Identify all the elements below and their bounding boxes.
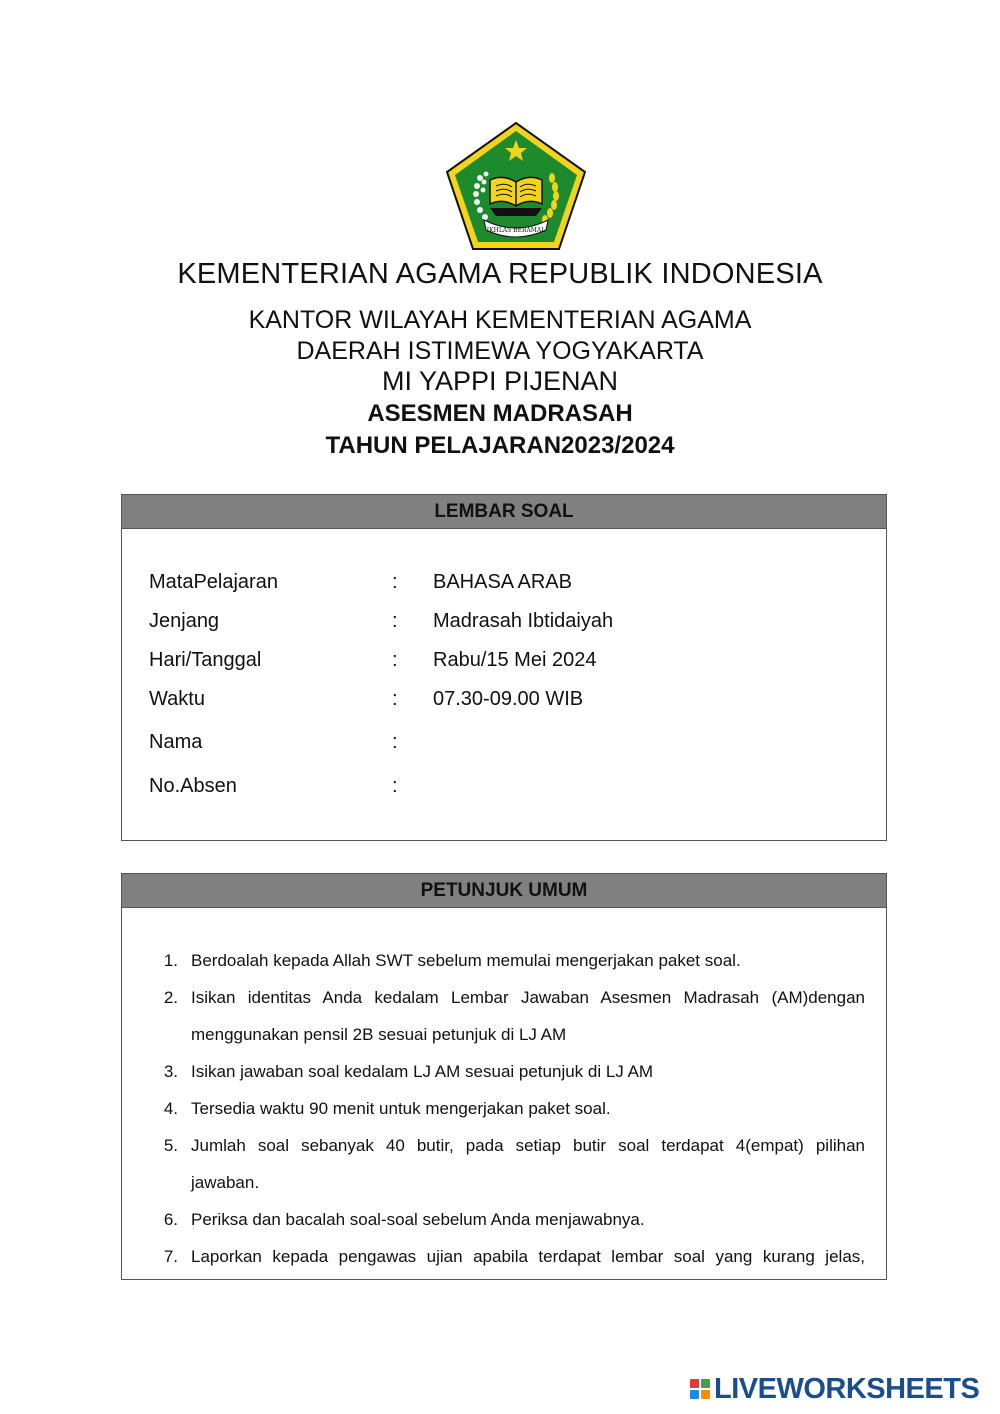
lembar-soal-box [121,494,887,841]
identity-label: Jenjang [149,610,220,632]
identity-colon: : [392,610,398,632]
brand-block [701,1390,710,1399]
identity-label: Hari/Tanggal [149,649,262,671]
identity-label: Nama [149,731,203,753]
instruction-text: Tersedia waktu 90 menit untuk mengerjakan paket soal. [191,1099,611,1118]
instruction-text: Berdoalah kepada Allah SWT sebelum memulai mengerjakan paket soal. [191,951,741,970]
regional-office: KANTOR WILAYAH KEMENTERIAN AGAMA [248,306,752,334]
instruction-text: Isikan identitas Anda kedalam Lembar Jawaban Asesmen Madrasah (AM)dengan [191,988,865,1007]
identity-value: Madrasah Ibtidaiyah [433,610,614,632]
instruction-text-continued: menggunakan pensil 2B sesuai petunjuk di LJ AM [191,1025,567,1044]
instruction-text-continued: jawaban. [191,1173,260,1192]
instruction-text: Jumlah soal sebanyak 40 butir, pada setiap butir soal terdapat 4(empat) pilihan [191,1136,865,1155]
ministry-title: KEMENTERIAN AGAMA REPUBLIK INDONESIA [177,258,823,290]
instruction-number: 4. [163,1099,178,1118]
identity-label: MataPelajaran [149,571,278,593]
petunjuk-umum-title: PETUNJUK UMUM [122,874,886,908]
instruction-number: 1. [163,951,178,970]
identity-colon: : [392,571,398,593]
liveworksheets-brand [690,1372,979,1406]
liveworksheets-wordmark: LIVEWORKSHEETS [714,1372,980,1405]
identity-colon: : [392,688,398,710]
identity-colon: : [392,649,398,671]
identity-colon: : [392,731,398,753]
logo-motto: IKHLAS BERAMAL [486,227,546,234]
kemenag-logo [444,120,588,252]
instruction-number: 3. [163,1062,178,1081]
identity-label: No.Absen [149,775,237,797]
petunjuk-umum-box [121,873,887,1280]
exam-title: ASESMEN MADRASAH [367,400,633,427]
brand-block [690,1390,699,1399]
school-name: MI YAPPI PIJENAN [381,366,619,396]
identity-value: BAHASA ARAB [433,571,572,593]
instruction-number: 6. [163,1210,178,1229]
instruction-number: 5. [163,1136,178,1155]
instruction-text: Periksa dan bacalah soal-soal sebelum Anda menjawabnya. [191,1210,645,1229]
identity-value: Rabu/15 Mei 2024 [433,649,597,671]
instruction-text: Isikan jawaban soal kedalam LJ AM sesuai petunjuk di LJ AM [191,1062,654,1081]
instruction-text: Laporkan kepada pengawas ujian apabila terdapat lembar soal yang kurang jelas, [191,1247,865,1266]
identity-label: Waktu [149,688,205,710]
academic-year: TAHUN PELAJARAN2023/2024 [325,432,675,459]
liveworksheets-blocks-icon [690,1379,710,1399]
lembar-soal-title: LEMBAR SOAL [122,495,886,529]
book-icon [490,177,542,206]
instruction-number: 2. [163,988,178,1007]
region-name: DAERAH ISTIMEWA YOGYAKARTA [296,337,704,365]
brand-block [690,1379,699,1388]
instruction-number: 7. [163,1247,178,1266]
identity-colon: : [392,775,398,797]
identity-value: 07.30-09.00 WIB [433,688,584,710]
brand-block [701,1379,710,1388]
